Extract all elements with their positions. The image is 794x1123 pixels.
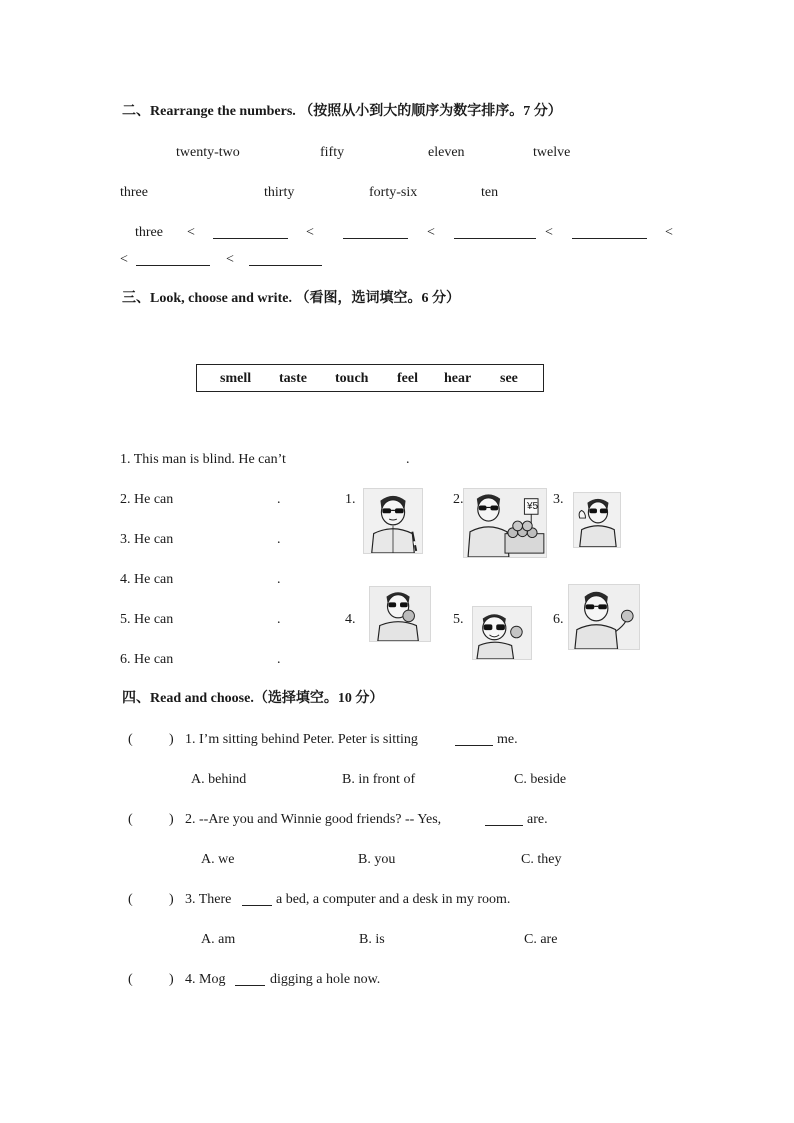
question-tail: are.	[527, 812, 548, 827]
less-than-sign: <	[226, 252, 234, 267]
answer-blank[interactable]	[213, 238, 288, 239]
word-box	[196, 364, 544, 392]
option-c: C. beside	[514, 772, 567, 787]
question-end-mark: .	[277, 612, 281, 627]
picture-number: 1.	[345, 492, 356, 507]
answer-blank[interactable]	[249, 265, 322, 266]
picture-number: 5.	[453, 612, 464, 627]
question-end-mark: .	[406, 452, 410, 467]
picture-number: 3.	[553, 492, 564, 507]
section-3-heading: 三、Look, choose and write. （看图，选词填空。6 分）	[122, 291, 460, 306]
question-text: 1. I’m sitting behind Peter. Peter is sitting	[185, 732, 418, 747]
question-text: 3. He can	[120, 532, 174, 547]
less-than-sign: <	[427, 225, 435, 240]
number-word: eleven	[428, 145, 465, 160]
word-box-item: smell	[220, 371, 252, 386]
question-tail: a bed, a computer and a desk in my room.	[276, 892, 511, 907]
man-smelling-picture	[369, 586, 431, 642]
question-tail: me.	[497, 732, 518, 747]
less-than-sign: <	[545, 225, 553, 240]
option-a: A. am	[201, 932, 236, 947]
option-b: B. is	[359, 932, 385, 947]
man-at-fruit-stall-picture	[463, 488, 547, 558]
question-text: 6. He can	[120, 652, 174, 667]
word-box-item: taste	[279, 371, 307, 386]
answer-blank[interactable]	[455, 745, 493, 746]
answer-paren-open: (	[128, 892, 133, 907]
picture-number: 4.	[345, 612, 356, 627]
option-a: A. we	[201, 852, 235, 867]
question-end-mark: .	[277, 532, 281, 547]
price-sign-text: ¥5	[527, 501, 539, 512]
number-word: twelve	[533, 145, 571, 160]
number-word: forty-six	[369, 185, 418, 200]
less-than-sign: <	[306, 225, 314, 240]
question-text: 5. He can	[120, 612, 174, 627]
picture-number: 2.	[453, 492, 464, 507]
section-4-heading: 四、Read and choose.（选择填空。10 分）	[122, 691, 384, 706]
answer-paren-close: )	[169, 732, 174, 747]
answer-slot[interactable]	[133, 729, 169, 749]
number-word: fifty	[320, 145, 345, 160]
question-text: 2. He can	[120, 492, 174, 507]
answer-slot[interactable]	[133, 889, 169, 909]
question-text: 3. There	[185, 892, 232, 907]
number-word: ten	[481, 185, 499, 200]
question-text: 4. He can	[120, 572, 174, 587]
answer-paren-close: )	[169, 972, 174, 987]
option-b: B. you	[358, 852, 396, 867]
number-word: twenty-two	[176, 145, 240, 160]
number-word: three	[120, 185, 148, 200]
word-box-item: touch	[335, 371, 369, 386]
question-end-mark: .	[277, 652, 281, 667]
answer-blank[interactable]	[572, 238, 647, 239]
answer-paren-close: )	[169, 812, 174, 827]
picture-number: 6.	[553, 612, 564, 627]
option-c: C. they	[521, 852, 562, 867]
question-text: 2. --Are you and Winnie good friends? -- Yes,	[185, 812, 442, 827]
answer-paren-open: (	[128, 812, 133, 827]
answer-slot[interactable]	[133, 809, 169, 829]
answer-blank[interactable]	[235, 985, 265, 986]
question-end-mark: .	[277, 492, 281, 507]
answer-start-word: three	[135, 225, 163, 240]
answer-blank[interactable]	[136, 265, 210, 266]
man-holding-fruit-picture	[568, 584, 640, 650]
section-2-heading: 二、Rearrange the numbers. （按照从小到大的顺序为数字排序。7 分）	[122, 104, 562, 119]
option-a: A. behind	[191, 772, 247, 787]
number-word: thirty	[264, 185, 295, 200]
less-than-sign: <	[120, 252, 128, 267]
man-tasting-picture	[472, 606, 532, 660]
answer-blank[interactable]	[454, 238, 536, 239]
question-end-mark: .	[277, 572, 281, 587]
word-box-item: feel	[397, 371, 418, 386]
answer-blank[interactable]	[485, 825, 523, 826]
less-than-sign: <	[187, 225, 195, 240]
word-box-item: see	[500, 371, 518, 386]
blind-man-cane-picture	[363, 488, 423, 554]
question-tail: digging a hole now.	[270, 972, 381, 987]
word-box-item: hear	[444, 371, 472, 386]
less-than-sign: <	[665, 225, 673, 240]
man-listening-picture	[573, 492, 621, 548]
question-text: 4. Mog	[185, 972, 226, 987]
answer-paren-close: )	[169, 892, 174, 907]
question-1-text: 1. This man is blind. He can’t	[120, 452, 286, 467]
option-c: C. are	[524, 932, 558, 947]
option-b: B. in front of	[342, 772, 416, 787]
answer-paren-open: (	[128, 732, 133, 747]
answer-paren-open: (	[128, 972, 133, 987]
answer-slot[interactable]	[133, 969, 169, 989]
answer-blank[interactable]	[343, 238, 408, 239]
answer-blank[interactable]	[242, 905, 272, 906]
